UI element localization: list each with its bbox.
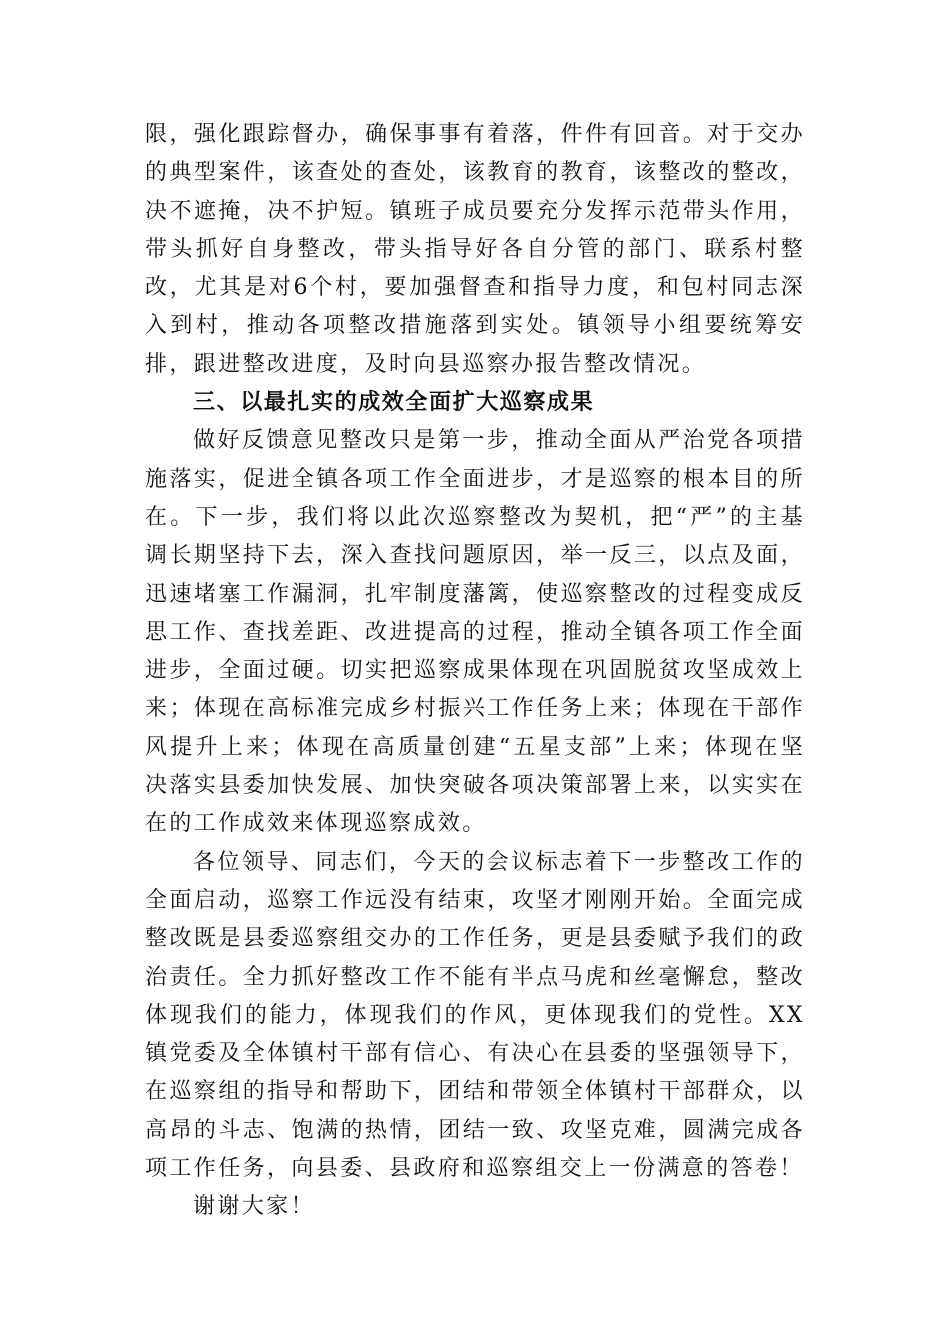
section-heading: 三、以最扎实的成效全面扩大巡察成果 [193,390,595,416]
thanks-line: 谢谢大家！ [193,1194,316,1220]
paragraph-closing: 各位领导、同志们，今天的会议标志着下一步整改工作的全面启动，巡察工作远没有结束，攻坚才刚刚开始。全面完成整改既是县委巡察组交办的工作任务，更是县委赋予我们的政治责任。全力抓好整改工作不能有半点马虎和丝毫懈怠，整改体现我们的能力，体现我们的作风，更体现我们的党性。XX镇党委及全体镇村干部有信心、有决心在县委的坚强领导下，在巡察组的指导和帮助下，团结和带领全体镇村干部群众，以高昂的斗志、饱满的热情，团结一致、攻坚克难，圆满完成各项工作任务，向县委、县政府和巡察组交上一份满意的答卷！ [145,849,805,1182]
document-page [145,116,805,1227]
paragraph-continued: 限，强化跟踪督办，确保事事有着落，件件有回音。对于交办的典型案件，该查处的查处，该教育的教育，该整改的整改，决不遮掩，决不护短。镇班子成员要充分发挥示范带头作用，带头抓好自身整改，带头指导好各自分管的部门、联系村整改，尤其是对6个村，要加强督查和指导力度，和包村同志深入到村，推动各项整改措施落到实处。镇领导小组要统筹安排，跟进整改进度，及时向县巡察办报告整改情况。 [145,122,805,377]
paragraph-section-3: 做好反馈意见整改只是第一步，推动全面从严治党各项措施落实，促进全镇各项工作全面进步，才是巡察的根本目的所在。下一步，我们将以此次巡察整改为契机，把“严”的主基调长期坚持下去，深入查找问题原因，举一反三，以点及面，迅速堵塞工作漏洞，扎牢制度藩篱，使巡察整改的过程变成反思工作、查找差距、改进提高的过程，推动全镇各项工作全面进步，全面过硬。切实把巡察成果体现在巩固脱贫攻坚成效上来；体现在高标准完成乡村振兴工作任务上来；体现在干部作风提升上来；体现在高质量创建“五星支部”上来；体现在坚决落实县委加快发展、加快突破各项决策部署上来，以实实在在的工作成效来体现巡察成效。 [145,428,805,837]
